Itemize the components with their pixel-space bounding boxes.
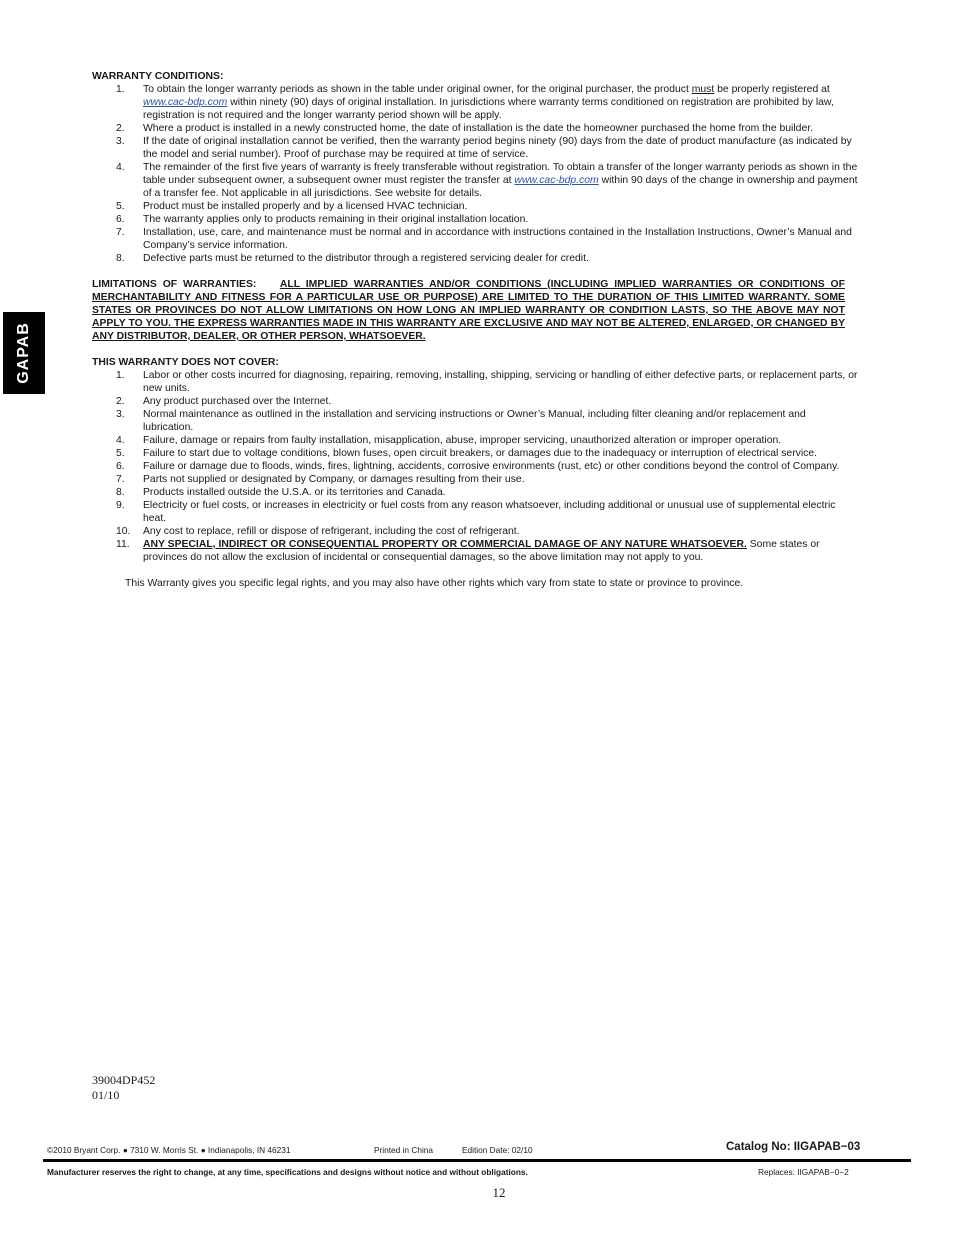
item-number: 6. [116, 214, 125, 225]
item-number: 5. [116, 448, 125, 459]
side-section-tab [3, 312, 45, 394]
list-item [92, 122, 858, 135]
list-item [92, 200, 858, 213]
list-item [92, 226, 858, 252]
manufacturer-notice: Manufacturer reserves the right to change, at any time, specifications and designs without notice and without obligations. [47, 1167, 528, 1177]
item-number: 8. [116, 253, 125, 264]
list-item [92, 447, 858, 460]
list-item [92, 369, 858, 395]
item-text: Failure or damage due to floods, winds, fires, lightning, accidents, corrosive environments (rust, etc) or other conditions beyond the control of Company. [143, 461, 840, 472]
item-number: 2. [116, 123, 125, 134]
item-text: Failure to start due to voltage conditions, blown fuses, open circuit breakers, or damages due to the inadequacy or interruption of electrical service. [143, 448, 818, 459]
list-item [92, 525, 858, 538]
warranty-conditions-list [92, 83, 858, 265]
not-cover-section [92, 356, 858, 564]
item-text: Normal maintenance as outlined in the installation and servicing instructions or Owner’s Manual, including filter cleaning and/or replacement and lubrication. [143, 409, 806, 433]
list-item [92, 460, 858, 473]
item-number: 4. [116, 435, 125, 446]
item-text: within 90 days of the change in ownership and payment of a transfer fee. Not applicable in all jurisdictions. See website for details. [143, 175, 858, 199]
consequential-damage-exclusion: ANY SPECIAL, INDIRECT OR CONSEQUENTIAL PROPERTY OR COMMERCIAL DAMAGE OF ANY NATURE WHATSOEVER. [143, 539, 747, 550]
page-number: 12 [492, 1185, 506, 1200]
edition-date: Edition Date: 02/10 [462, 1145, 533, 1155]
item-number: 5. [116, 201, 125, 212]
document-code [92, 1073, 155, 1103]
item-text: Labor or other costs incurred for diagnosing, repairing, removing, installing, shipping, servicing or handling of either defective parts, or replacement parts, or new units. [143, 370, 858, 394]
item-number: 1. [116, 84, 125, 95]
item-text: Parts not supplied or designated by Company, or damages resulting from their use. [143, 474, 525, 485]
item-text: Electricity or fuel costs, or increases in electricity or fuel costs from any reason whatsoever, including additional or unusual use of supplemental electric heat. [143, 500, 836, 524]
item-text: Failure, damage or repairs from faulty installation, misapplication, abuse, improper servicing, unauthorized alteration or improper operation. [143, 435, 782, 446]
list-item [92, 135, 858, 161]
not-cover-heading: THIS WARRANTY DOES NOT COVER: [92, 357, 279, 368]
item-text: Some states or provinces do not allow the exclusion of incidental or consequential damages, so the above limitation may not apply to you. [143, 539, 820, 563]
item-text: Any cost to replace, refill or dispose of refrigerant, including the cost of refrigerant. [143, 526, 520, 537]
item-number: 9. [116, 500, 125, 511]
list-item [92, 213, 858, 226]
document-number: 39004DP452 [92, 1073, 156, 1087]
item-number: 3. [116, 409, 125, 420]
item-text: within ninety (90) days of original installation. In jurisdictions where warranty terms conditioned on registration are prohibited by law, registration is not required and the longer warranty period shown will be apply. [143, 97, 834, 121]
item-number: 10. [116, 526, 131, 537]
replaces-catalog: Replaces: IIGAPAB−0−2 [758, 1167, 849, 1177]
transfer-link[interactable]: www.cac-bdp.com [514, 175, 599, 186]
item-text: To obtain the longer warranty periods as shown in the table under original owner, for the original purchaser, the product [143, 84, 692, 95]
list-item [92, 252, 858, 265]
item-number: 2. [116, 396, 125, 407]
document-date: 01/10 [92, 1088, 120, 1102]
item-text: If the date of original installation cannot be verified, then the warranty period begins ninety (90) days from the date of product manufacture (as indicated by the model and serial number). Proof of purchase may be required at time of service. [143, 136, 852, 160]
item-text: The remainder of the first five years of warranty is freely transferable without registration. To obtain a transfer of the longer warranty periods as shown in the table under subsequent owner, a subsequent owner must register the transfer at [143, 162, 858, 186]
item-text: be properly registered at [714, 84, 830, 95]
item-number: 3. [116, 136, 125, 147]
item-text: The warranty applies only to products remaining in their original installation location. [143, 214, 529, 225]
item-number: 4. [116, 162, 125, 173]
limitations-text: ALL IMPLIED WARRANTIES AND/OR CONDITIONS (INCLUDING IMPLIED WARRANTIES OR CONDITIONS OF MERCHANTABILITY AND FITNESS FOR A PARTICULAR USE OR PURPOSE) ARE LIMITED TO THE DURATION OF THIS LIMITED WARRANTY. SOME STATES OR PROVINCES DO NOT ALLOW LIMITATIONS ON HOW LONG AN IMPLIED WARRANTY OR CONDITION LASTS, SO THE ABOVE MAY NOT APPLY TO YOU. THE EXPRESS WARRANTIES MADE IN THIS WARRANTY ARE EXCLUSIVE AND MAY NOT BE ALTERED, ENLARGED, OR CHANGED BY ANY DISTRIBUTOR, DEALER, OR OTHER PERSON, WHATSOEVER. [92, 279, 845, 342]
item-number: 6. [116, 461, 125, 472]
printed-in: Printed in China [374, 1145, 434, 1155]
warranty-conditions-heading: WARRANTY CONDITIONS: [92, 71, 224, 82]
item-text: Product must be installed properly and by a licensed HVAC technician. [143, 201, 468, 212]
warranty-content [92, 70, 858, 600]
side-tab-label: GAPAB [15, 322, 32, 384]
list-item [92, 395, 858, 408]
closing-statement: This Warranty gives you specific legal rights, and you may also have other rights which vary from state to state or province to province. [125, 578, 744, 589]
item-number: 1. [116, 370, 125, 381]
catalog-number: Catalog No: IIGAPAB−03 [726, 1141, 861, 1153]
registration-link[interactable]: www.cac-bdp.com [143, 97, 228, 108]
footer-divider [43, 1159, 911, 1162]
limitations-label: LIMITATIONS OF WARRANTIES: [92, 279, 257, 290]
list-item [92, 538, 858, 564]
limitations-paragraph [92, 278, 845, 343]
item-text: Defective parts must be returned to the distributor through a registered servicing dealer for credit. [143, 253, 589, 264]
item-text: Where a product is installed in a newly constructed home, the date of installation is the date the homeowner purchased the home from the builder. [143, 123, 814, 134]
item-number: 11. [116, 539, 130, 550]
item-text: Installation, use, care, and maintenance must be normal and in accordance with instructions contained in the Installation Instructions, Owner’s Manual and Company’s service information. [143, 227, 852, 251]
list-item [92, 473, 858, 486]
item-number: 8. [116, 487, 125, 498]
item-number: 7. [116, 474, 125, 485]
item-emphasis: must [691, 84, 715, 95]
list-item [92, 161, 858, 200]
not-cover-list [92, 369, 858, 564]
item-text: Products installed outside the U.S.A. or its territories and Canada. [143, 487, 446, 498]
item-number: 7. [116, 227, 125, 238]
item-text: Any product purchased over the Internet. [143, 396, 332, 407]
list-item [92, 486, 858, 499]
copyright-address: ©2010 Bryant Corp. ● 7310 W. Morris St. ● Indianapolis, IN 46231 [47, 1145, 291, 1155]
list-item [92, 434, 858, 447]
list-item [92, 499, 858, 525]
list-item [92, 83, 858, 122]
list-item [92, 408, 858, 434]
